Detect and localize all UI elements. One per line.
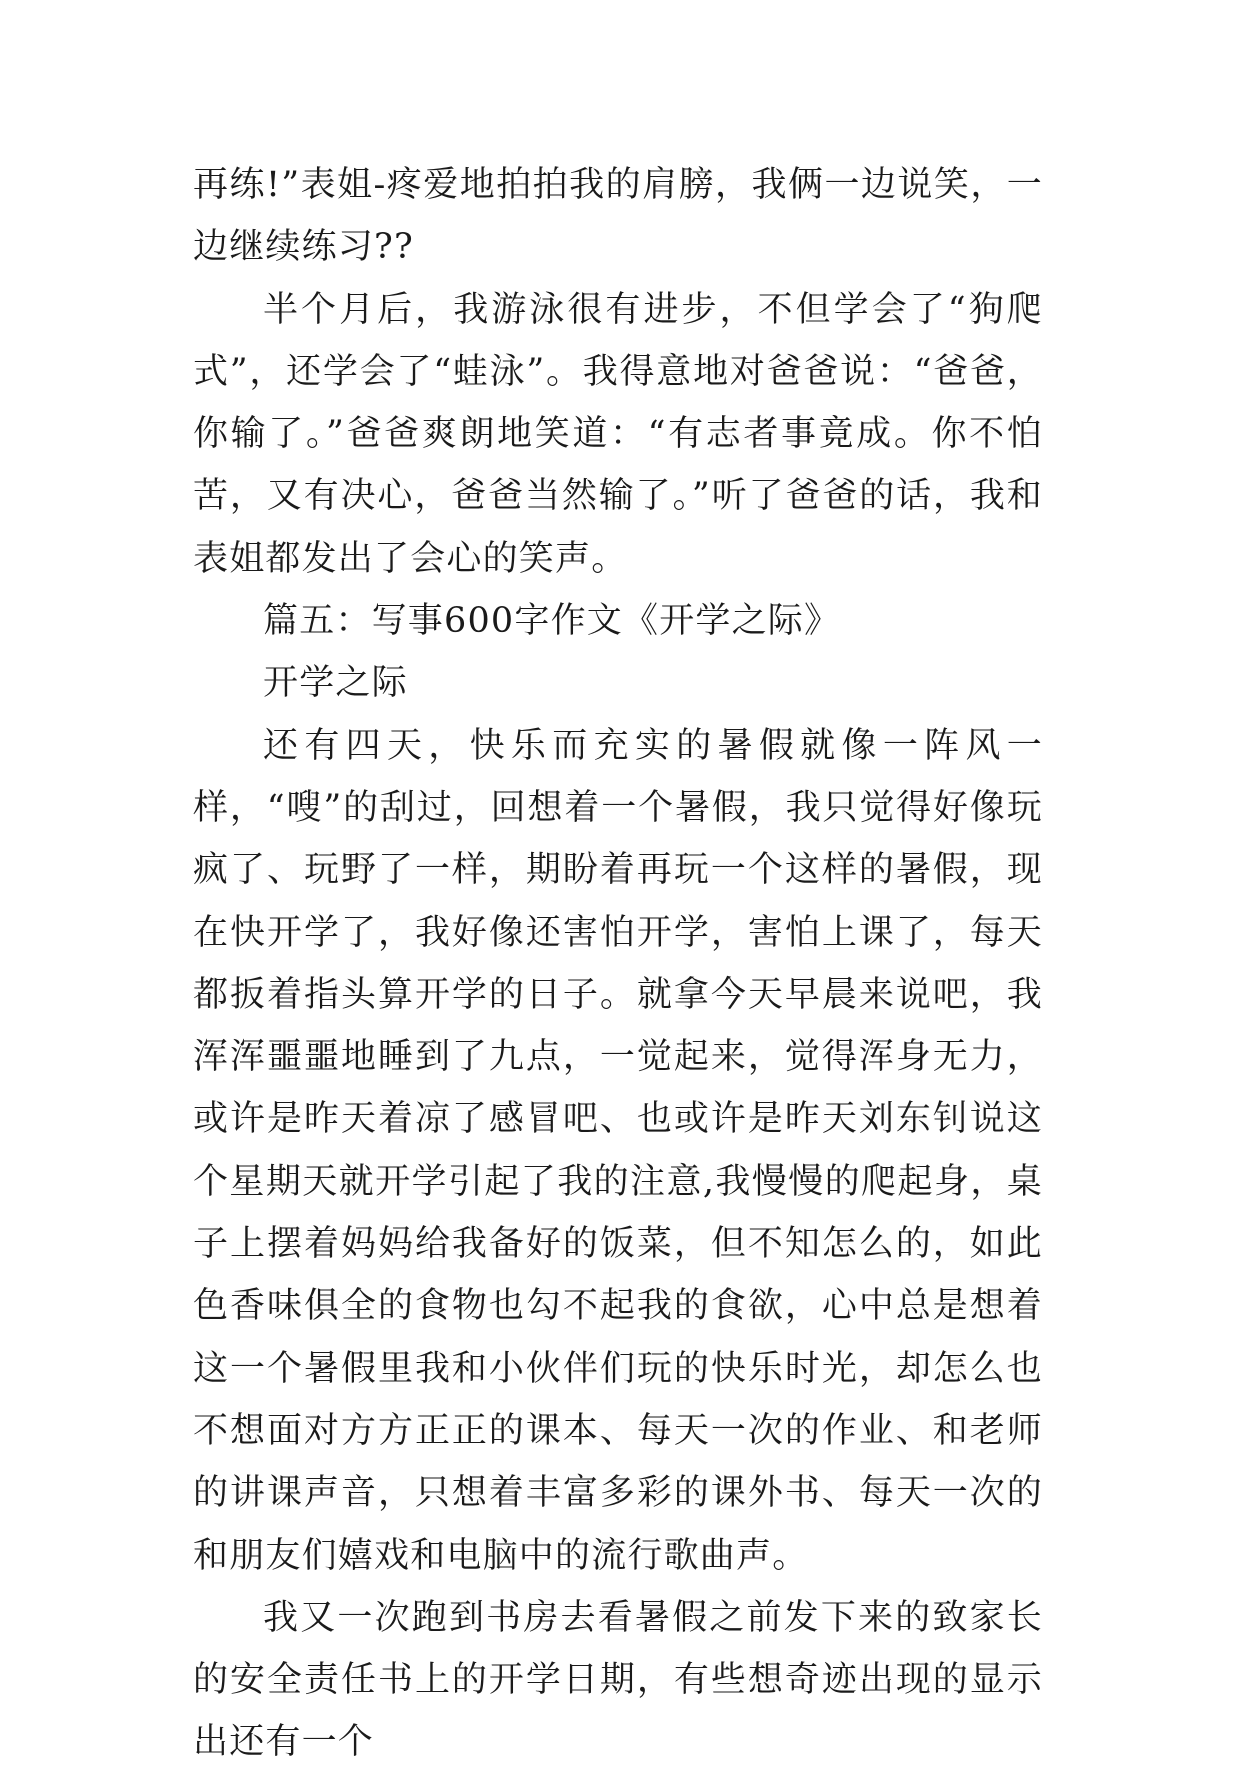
essay-heading: 篇五：写事600字作文《开学之际》 <box>263 601 841 642</box>
paragraph-check-date: 我又一次跑到书房去看暑假之前发下来的致家长的安全责任书上的开学日期，有些想奇迹出现的显示出还有一个 <box>193 1597 1043 1763</box>
paragraph-summer-ending: 还有四天，快乐而充实的暑假就像一阵风一样，“嗖”的刮过，回想着一个暑假，我只觉得好像玩疯了、玩野了一样，期盼着再玩一个这样的暑假，现在快开学了，我好像还害怕开学，害怕上课了，每天都扳着指头算开学的日子。就拿今天早晨来说吧，我浑浑噩噩地睡到了九点，一觉起来，觉得浑身无力，或许是昨天着凉了感冒吧、也或许是昨天刘东钊说这个星期天就开学引起了我的注意,我慢慢的爬起身，桌子上摆着妈妈给我备好的饭菜，但不知怎么的，如此色香味俱全的食物也勾不起我的食欲，心中总是想着这一个暑假里我和小伙伴们玩的快乐时光，却怎么也不想面对方方正正的课本、每天一次的作业、和老师的讲课声音，只想着丰富多彩的课外书、每天一次的和朋友们嬉戏和电脑中的流行歌曲声。 <box>193 725 1043 1576</box>
essay-title: 开学之际 <box>263 663 408 704</box>
document-body <box>193 154 1043 1774</box>
paragraph-swimming-progress: 半个月后，我游泳很有进步，不但学会了“狗爬式”，还学会了“蛙泳”。我得意地对爸爸说：“爸爸，你输了。”爸爸爽朗地笑道：“有志者事竟成。你不怕苦，又有决心，爸爸当然输了。”听了爸爸的话，我和表姐都发出了会心的笑声。 <box>193 289 1043 579</box>
paragraph-continued: 再练!”表姐-疼爱地拍拍我的肩膀，我俩一边说笑，一边继续练习?? <box>193 165 1043 268</box>
